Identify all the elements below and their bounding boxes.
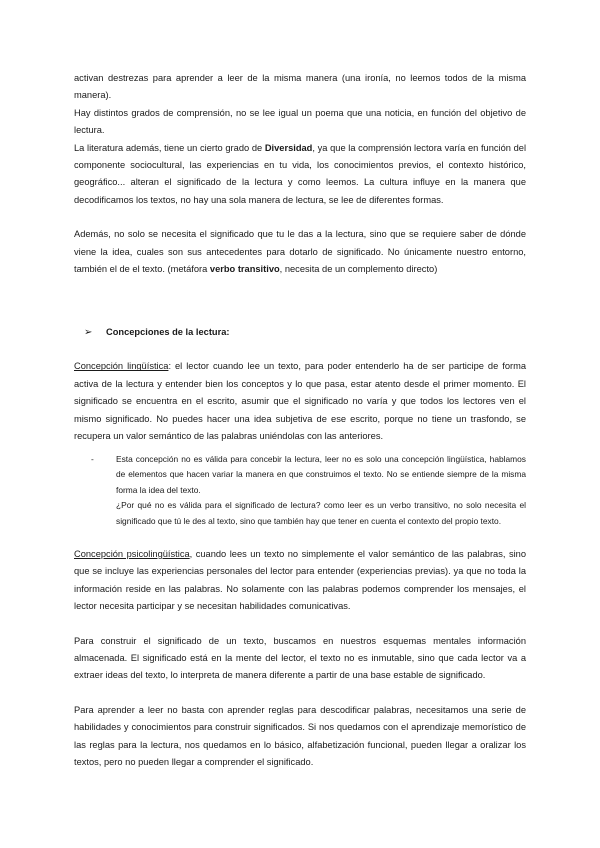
paragraph-text: , ya que la comprensión lectora varía en función del componente sociocultural, las experiencias en tu vida, los conocimientos previos, el contexto histórico, geográfico... alteran el significado de la lectura y como leemos. La cultura influye en la manera que decodificamos los textos, no hay una sola manera de lectura, se lee de diferentes formas.	[74, 142, 527, 205]
paragraph-text: : el lector cuando lee un texto, para poder entenderlo ha de ser participe de forma activa de la lectura y entender bien los conceptos y lo que pasa, estar atento desde el primer momento. El significado se encuentra en el escrito, asumir que el significado no varía y que todos los lectores ven el mismo significado. No puedes hacer una idea subjetiva de ese escrito, porque no tiene un trasfondo, se recupera un valor semántico de las palabras uniéndolas con las anteriores.	[74, 361, 526, 442]
list-item-text: ¿Por qué no es válida para el significado de lectura? como leer es un verbo transitivo, no solo necesita el significado que tú le des al texto, sino que también hay que tener en cuenta el contexto del propio texto.	[116, 500, 526, 526]
underlined-term: Concepción psicolingüística	[74, 549, 190, 559]
paragraph-concepcion-linguistica	[74, 358, 526, 445]
bold-term: Diversidad	[264, 142, 313, 153]
paragraph-destrezas: activan destrezas para aprender a leer de la misma manera (una ironía, no leemos todos de la misma manera).	[74, 73, 526, 101]
paragraph-grados: Hay distintos grados de comprensión, no se lee igual un poema que una noticia, en función del objetivo de lectura.	[74, 107, 526, 136]
paragraph-construir-significado: Para construir el significado de un texto, buscamos en nuestros esquemas mentales información almacenada. El significado está en la mente del lector, el texto no es inmutable, sino que cada lector va a extraer ideas del texto, lo interpreta de manera diferente a partir de una base estable de significado.	[74, 635, 526, 681]
paragraph-text: La literatura además, tiene un cierto grado de	[74, 142, 265, 153]
section-heading-text: Concepciones de la lectura:	[106, 327, 230, 338]
paragraph-ademas	[74, 226, 526, 278]
document-page	[74, 70, 526, 771]
list-item-text: Esta concepción no es válida para concebir la lectura, leer no es solo una concepción lingüística, hablamos de elementos que hacen variar la manera en que construimos el texto. No se entiende siempre de la misma forma la idea del texto.	[116, 453, 526, 495]
section-heading	[84, 324, 526, 341]
arrow-bullet-icon: ➢	[84, 327, 93, 339]
bold-term: verbo transitivo	[209, 264, 280, 275]
list-item	[91, 452, 526, 530]
paragraph-text: , cuando lees un texto no simplemente el valor semántico de las palabras, sino que se incluye las experiencias personales del lector para entender (experiencias previas). ya que no toda la información reside en las palabras. No solamente con las palabras podemos comprender los mensajes, el lector necesita participar y se necesitan habilidades comunicativas.	[74, 549, 526, 612]
paragraph-literatura	[74, 140, 526, 210]
paragraph-text: Además, no solo se necesita el significado que tu le das a la lectura, sino que se requiere saber de dónde viene la idea, cuales son sus antecedentes para dotarlo de significado. No únicamente nuestro entorno, también el de el texto. (metáfora	[74, 229, 526, 275]
paragraph-concepcion-psicolinguistica	[74, 546, 526, 616]
paragraph-text: , necesita de un complemento directo)	[279, 264, 438, 275]
dash-bullet: -	[91, 453, 94, 464]
paragraph-aprender-leer: Para aprender a leer no basta con aprender reglas para descodificar palabras, necesitamos una serie de habilidades y conocimientos para construir significados. Si nos quedamos con el aprendizaje memorístico de las reglas para la lectura, nos quedamos en lo básico, alfabetización funcional, pueden llegar a oralizar los textos, pero no pueden llegar a comprender el significado.	[74, 704, 526, 768]
underlined-term: Concepción lingüística	[74, 361, 169, 372]
